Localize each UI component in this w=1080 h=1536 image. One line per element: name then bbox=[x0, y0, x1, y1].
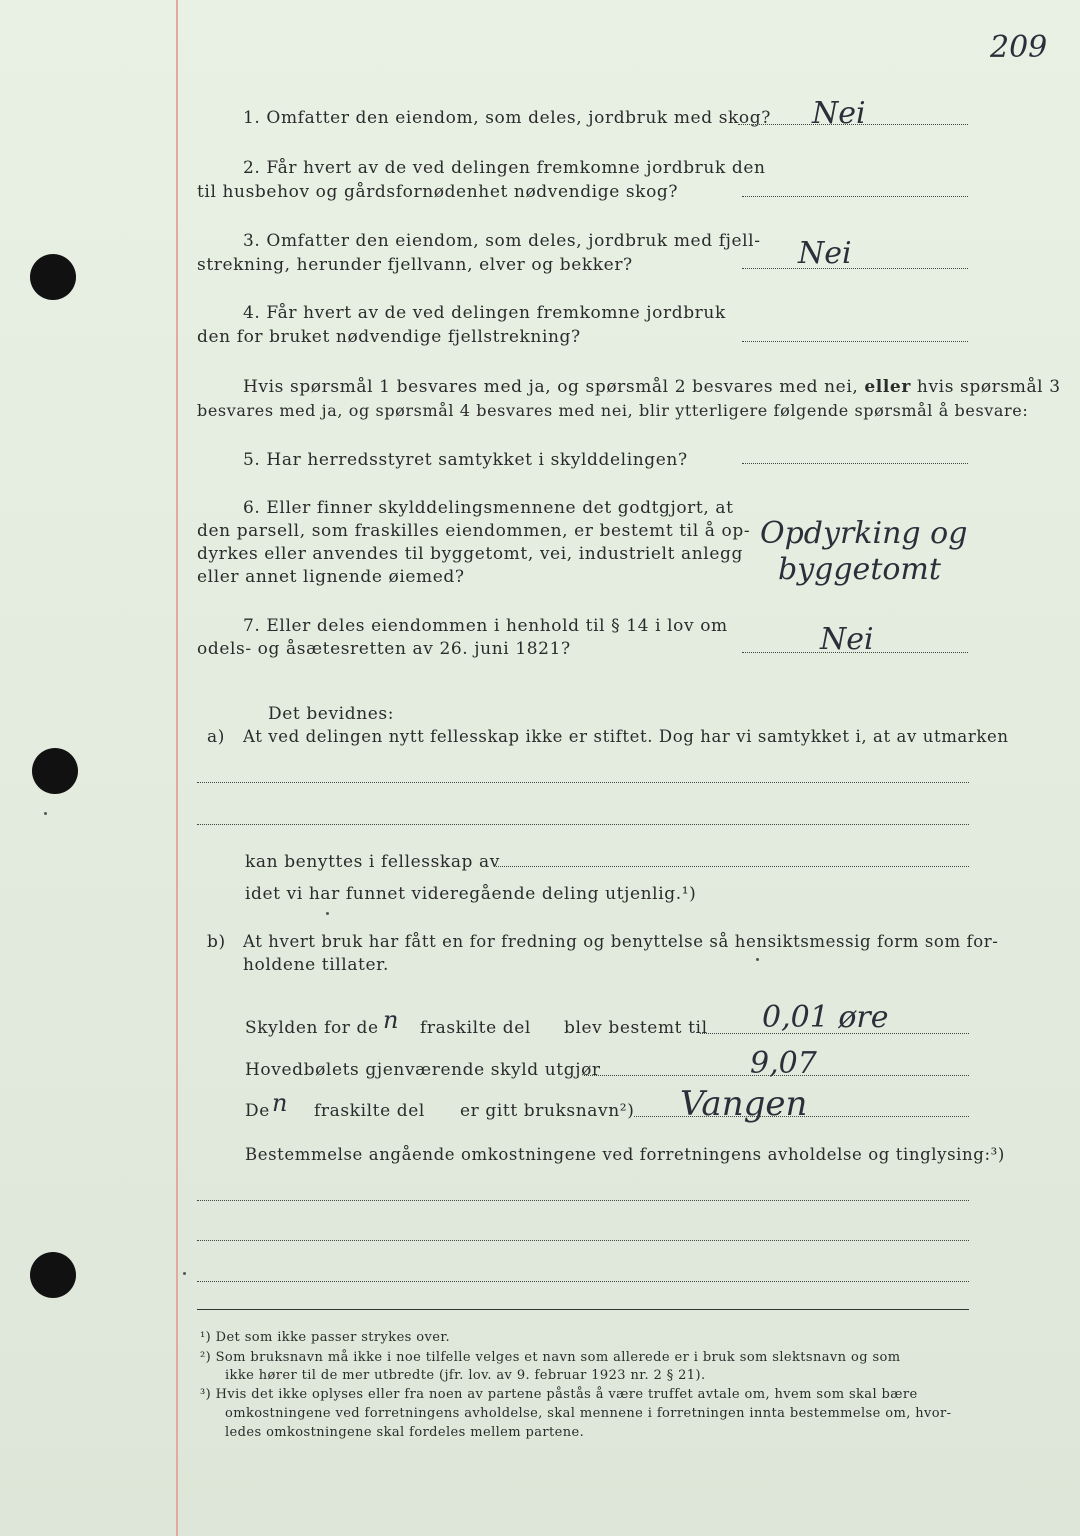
footnote-2-line-2: ikke hører til de mer utbredte (jfr. lov. av 9. februar 1923 nr. 2 § 21). bbox=[225, 1368, 706, 1383]
footnote-1: ¹) Det som ikke passer strykes over. bbox=[200, 1330, 451, 1345]
page-number: 209 bbox=[990, 30, 1048, 65]
speck bbox=[44, 812, 47, 815]
bestemmelse-line-2 bbox=[197, 1240, 969, 1241]
question-4-line-2: den for bruket nødvendige fjellstrekning? bbox=[197, 327, 581, 347]
attest-a-line-3-fill bbox=[494, 866, 969, 867]
skyld-line bbox=[700, 1033, 969, 1034]
punch-hole-top bbox=[30, 254, 76, 300]
question-7-line-1: 7. Eller deles eiendommen i henhold til § 14 i lov om bbox=[243, 616, 728, 636]
punch-hole-bottom bbox=[30, 1252, 76, 1298]
condition-text-bold: eller bbox=[864, 377, 911, 397]
skyld-handwritten-n: n bbox=[383, 1006, 399, 1034]
attest-b-line-1: At hvert bruk har fått en for fredning og benyttelse så hensiktsmessig form som for- bbox=[243, 932, 999, 951]
attest-intro: Det bevidnes: bbox=[268, 704, 395, 724]
question-6-line-1: 6. Eller finner skylddelingsmennene det godtgjort, at bbox=[243, 498, 734, 518]
question-2-line-1: 2. Får hvert av de ved delingen fremkomne jordbruk den bbox=[243, 158, 766, 178]
question-3-line-1: 3. Omfatter den eiendom, som deles, jordbruk med fjell- bbox=[243, 231, 761, 251]
bestemmelse-line-1 bbox=[197, 1200, 969, 1201]
speck bbox=[326, 912, 329, 915]
attest-a-line-2 bbox=[197, 824, 969, 825]
footnote-2-line-1: ²) Som bruksnavn må ikke i noe tilfelle velges et navn som allerede er i bruk som slektsnavn og som bbox=[200, 1350, 901, 1365]
bestemmelse-line-3 bbox=[197, 1281, 969, 1282]
hoved-value: 9,07 bbox=[750, 1046, 817, 1081]
answer-line-2 bbox=[742, 196, 968, 197]
navn-value: Vangen bbox=[680, 1084, 808, 1124]
bestemmelse: Bestemmelse angående omkostningene ved forretningens avholdelse og tinglysing:³) bbox=[245, 1145, 1005, 1164]
condition-line-1 bbox=[243, 377, 1061, 397]
question-3-line-2: strekning, herunder fjellvann, elver og bekker? bbox=[197, 255, 633, 275]
speck bbox=[183, 1272, 186, 1275]
question-6-line-2: den parsell, som fraskilles eiendommen, er bestemt til å op- bbox=[197, 521, 751, 541]
answer-line-4 bbox=[742, 341, 968, 342]
skyld-pre: Skylden for de bbox=[245, 1018, 379, 1038]
navn-handwritten-n: n bbox=[272, 1089, 288, 1117]
skyld-value: 0,01 øre bbox=[762, 1000, 889, 1035]
condition-line-2: besvares med ja, og spørsmål 4 besvares med nei, blir ytterligere følgende spørsmål å besvare: bbox=[197, 401, 1029, 420]
condition-text-post: hvis spørsmål 3 bbox=[916, 377, 1061, 397]
attest-b-line-2: holdene tillater. bbox=[243, 955, 390, 975]
answer-6-line-1: Opdyrking og bbox=[760, 516, 968, 551]
question-4-line-1: 4. Får hvert av de ved delingen fremkomne jordbruk bbox=[243, 303, 726, 323]
margin-line bbox=[176, 0, 178, 1536]
question-2-line-2: til husbehov og gårdsfornødenhet nødvendige skog? bbox=[197, 182, 679, 202]
footnote-3-line-1: ³) Hvis det ikke oplyses eller fra noen av partene påstås å være truffet avtale om, hvem som skal bære bbox=[200, 1387, 918, 1402]
answer-7: Nei bbox=[820, 622, 874, 657]
answer-line-5 bbox=[742, 463, 968, 464]
skyld-post: blev bestemt til bbox=[564, 1018, 708, 1038]
attest-b-label: b) bbox=[207, 932, 226, 952]
punch-hole-middle bbox=[32, 748, 78, 794]
navn-post: er gitt bruksnavn²) bbox=[460, 1101, 635, 1121]
condition-text-pre: Hvis spørsmål 1 besvares med ja, og spørsmål 2 besvares med nei, bbox=[243, 377, 859, 397]
answer-line-1 bbox=[738, 124, 968, 125]
navn-line bbox=[634, 1116, 969, 1117]
answer-line-3 bbox=[742, 268, 968, 269]
question-6-line-4: eller annet lignende øiemed? bbox=[197, 567, 465, 587]
speck bbox=[756, 958, 759, 961]
question-6-line-3: dyrkes eller anvendes til byggetomt, vei, industrielt anlegg bbox=[197, 544, 743, 564]
answer-3: Nei bbox=[798, 236, 852, 271]
attest-a-line-3: kan benyttes i fellesskap av bbox=[245, 852, 500, 872]
question-1: 1. Omfatter den eiendom, som deles, jordbruk med skog? bbox=[243, 108, 771, 128]
footnote-3-line-2: omkostningene ved forretningens avholdelse, skal mennene i forretningen innta bestemmelse om, hvor- bbox=[225, 1406, 952, 1421]
hoved-label: Hovedbølets gjenværende skyld utgjør bbox=[245, 1060, 601, 1080]
question-5: 5. Har herredsstyret samtykket i skylddelingen? bbox=[243, 450, 688, 470]
answer-6-line-2: byggetomt bbox=[778, 552, 941, 587]
navn-mid: fraskilte del bbox=[314, 1101, 425, 1121]
question-7-line-2: odels- og åsætesretten av 26. juni 1821? bbox=[197, 639, 571, 659]
attest-a-line-1 bbox=[197, 782, 969, 783]
attest-a-text: At ved delingen nytt fellesskap ikke er stiftet. Dog har vi samtykket i, at av utmarken bbox=[243, 727, 1009, 746]
answer-line-7 bbox=[742, 652, 968, 653]
navn-pre: De bbox=[245, 1101, 270, 1121]
attest-a-label: a) bbox=[207, 727, 225, 747]
attest-a-line-4: idet vi har funnet videregående deling utjenlig.¹) bbox=[245, 884, 697, 904]
footnote-rule bbox=[197, 1309, 969, 1310]
answer-1: Nei bbox=[812, 96, 866, 131]
skyld-mid: fraskilte del bbox=[420, 1018, 531, 1038]
footnote-3-line-3: ledes omkostningene skal fordeles mellem partene. bbox=[225, 1425, 585, 1440]
hoved-line bbox=[584, 1075, 969, 1076]
